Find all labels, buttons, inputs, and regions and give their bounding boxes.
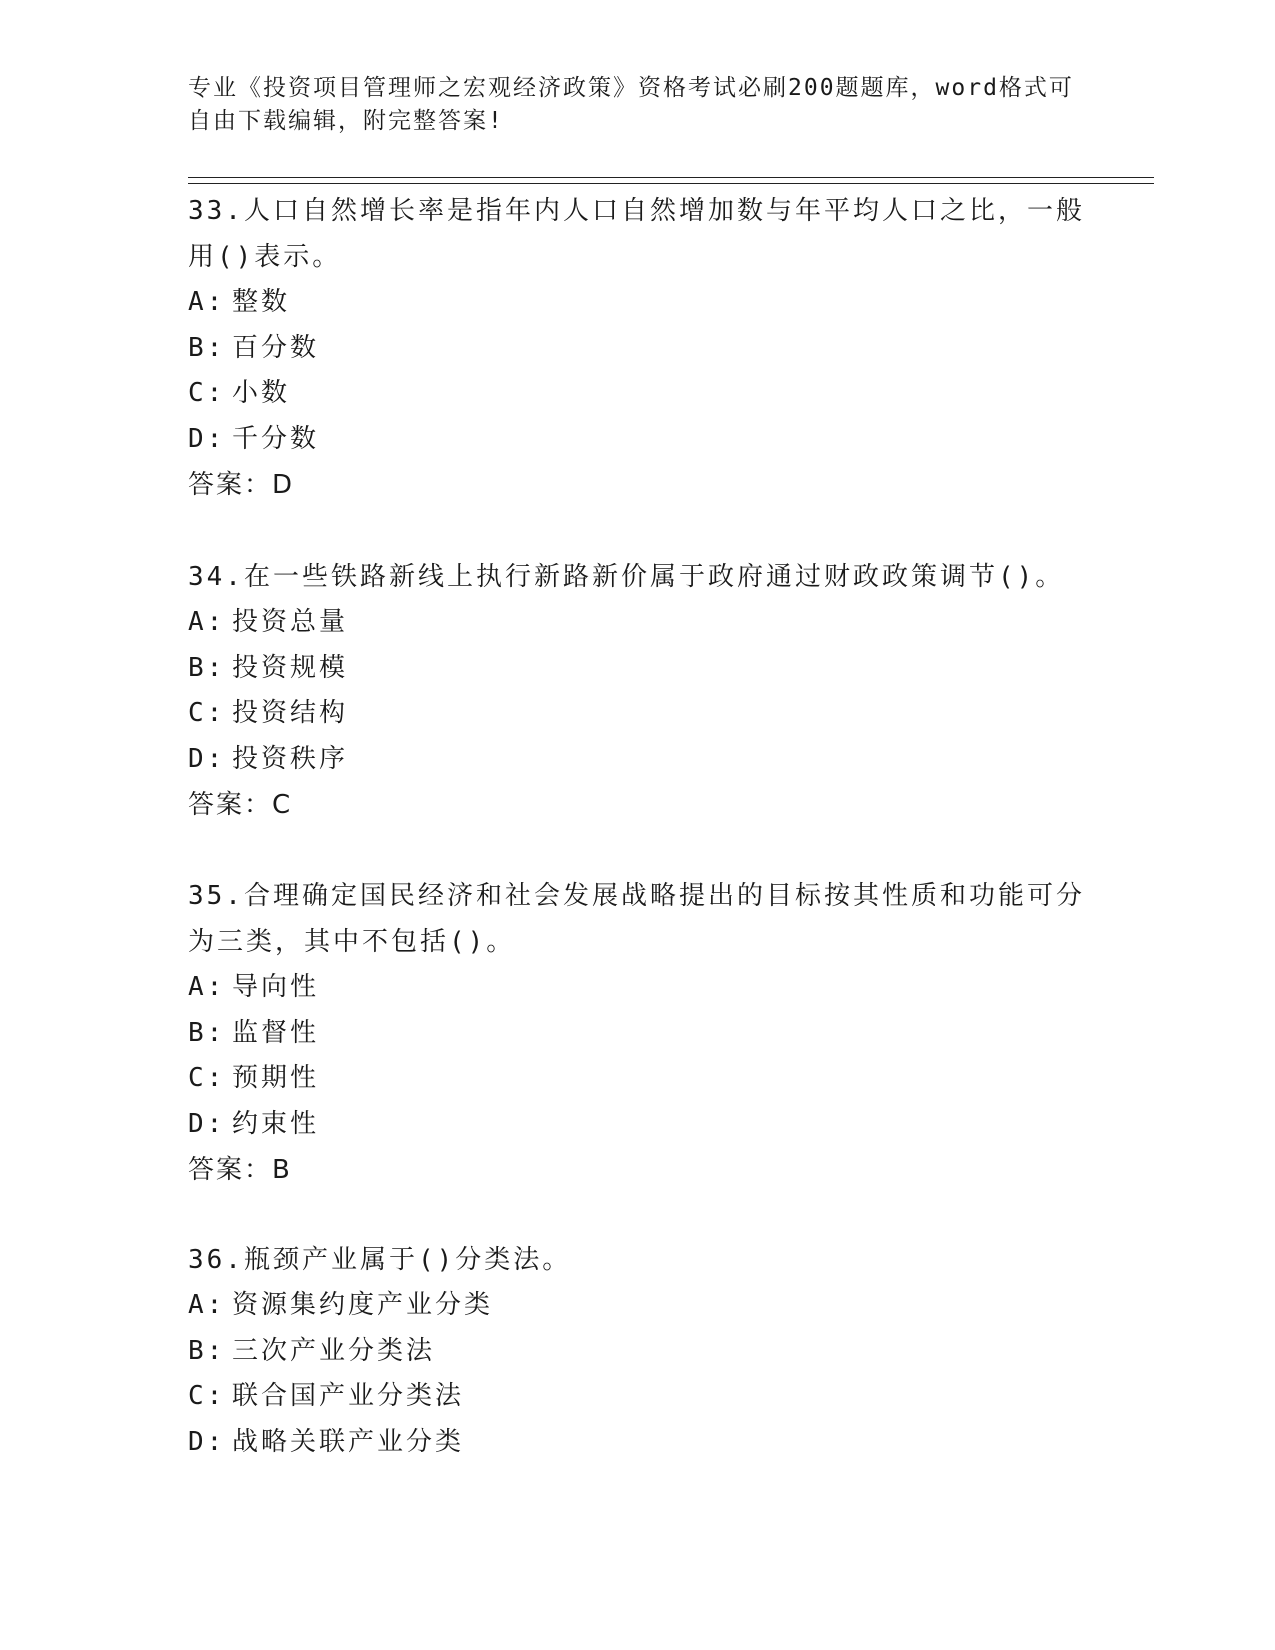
header-divider-top [188,177,1154,178]
question-35 [188,873,1088,1193]
option-text: 千分数 [232,423,320,454]
option-b [188,1329,1088,1375]
answer-line: 答案：C [188,790,293,820]
option-d [188,417,1088,463]
header-line-1: 专业《投资项目管理师之宏观经济政策》资格考试必刷200题题库，word格式可 [188,75,1074,101]
option-letter: D: [188,423,226,454]
option-letter: A: [188,972,226,1002]
option-c [188,1056,1088,1102]
question-stem: 36.瓶颈产业属于()分类法。 [188,1245,572,1275]
option-a [188,1283,1088,1329]
option-text: 整数 [232,287,291,317]
option-a [188,280,1088,326]
option-text: 导向性 [232,972,320,1002]
option-text: 约束性 [232,1108,320,1139]
option-d [188,1102,1088,1148]
option-letter: D: [188,1426,226,1457]
option-letter: A: [188,287,226,317]
option-c [188,1374,1088,1420]
option-letter: A: [188,1290,226,1320]
option-letter: B: [188,1017,226,1048]
document-header [188,72,1088,138]
option-text: 预期性 [232,1063,320,1093]
option-text: 小数 [232,378,291,408]
option-letter: B: [188,1335,226,1366]
option-letter: B: [188,652,226,683]
option-text: 投资结构 [232,698,349,728]
question-34 [188,554,1088,828]
option-b [188,646,1088,692]
header-line-2: 自由下载编辑，附完整答案! [188,108,504,134]
option-b [188,1011,1088,1057]
option-letter: D: [188,1108,226,1139]
option-text: 联合国产业分类法 [232,1381,465,1411]
option-text: 投资秩序 [232,743,349,774]
option-text: 投资总量 [232,607,349,637]
option-letter: D: [188,743,226,774]
answer-line: 答案：D [188,470,295,500]
option-letter: C: [188,1381,226,1411]
question-33 [188,188,1088,508]
option-text: 战略关联产业分类 [232,1426,465,1457]
question-stem: 34.在一些铁路新线上执行新路新价属于政府通过财政政策调节()。 [188,562,1065,592]
option-letter: C: [188,1063,226,1093]
option-d [188,1420,1088,1466]
option-d [188,737,1088,783]
question-stem: 33.人口自然增长率是指年内人口自然增加数与年平均人口之比，一般用()表示。 [188,196,1085,272]
answer-line: 答案：B [188,1155,292,1185]
option-a [188,600,1088,646]
option-text: 投资规模 [232,652,349,683]
option-b [188,326,1088,372]
question-stem: 35.合理确定国民经济和社会发展战略提出的目标按其性质和功能可分为三类，其中不包括()。 [188,881,1085,957]
option-text: 监督性 [232,1017,320,1048]
option-letter: C: [188,698,226,728]
option-text: 百分数 [232,332,320,363]
option-text: 三次产业分类法 [232,1335,436,1366]
header-divider-bottom [188,183,1154,184]
option-letter: B: [188,332,226,363]
question-36 [188,1237,1088,1465]
option-a [188,965,1088,1011]
option-text: 资源集约度产业分类 [232,1290,494,1320]
option-letter: A: [188,607,226,637]
option-c [188,691,1088,737]
option-c [188,371,1088,417]
option-letter: C: [188,378,226,408]
